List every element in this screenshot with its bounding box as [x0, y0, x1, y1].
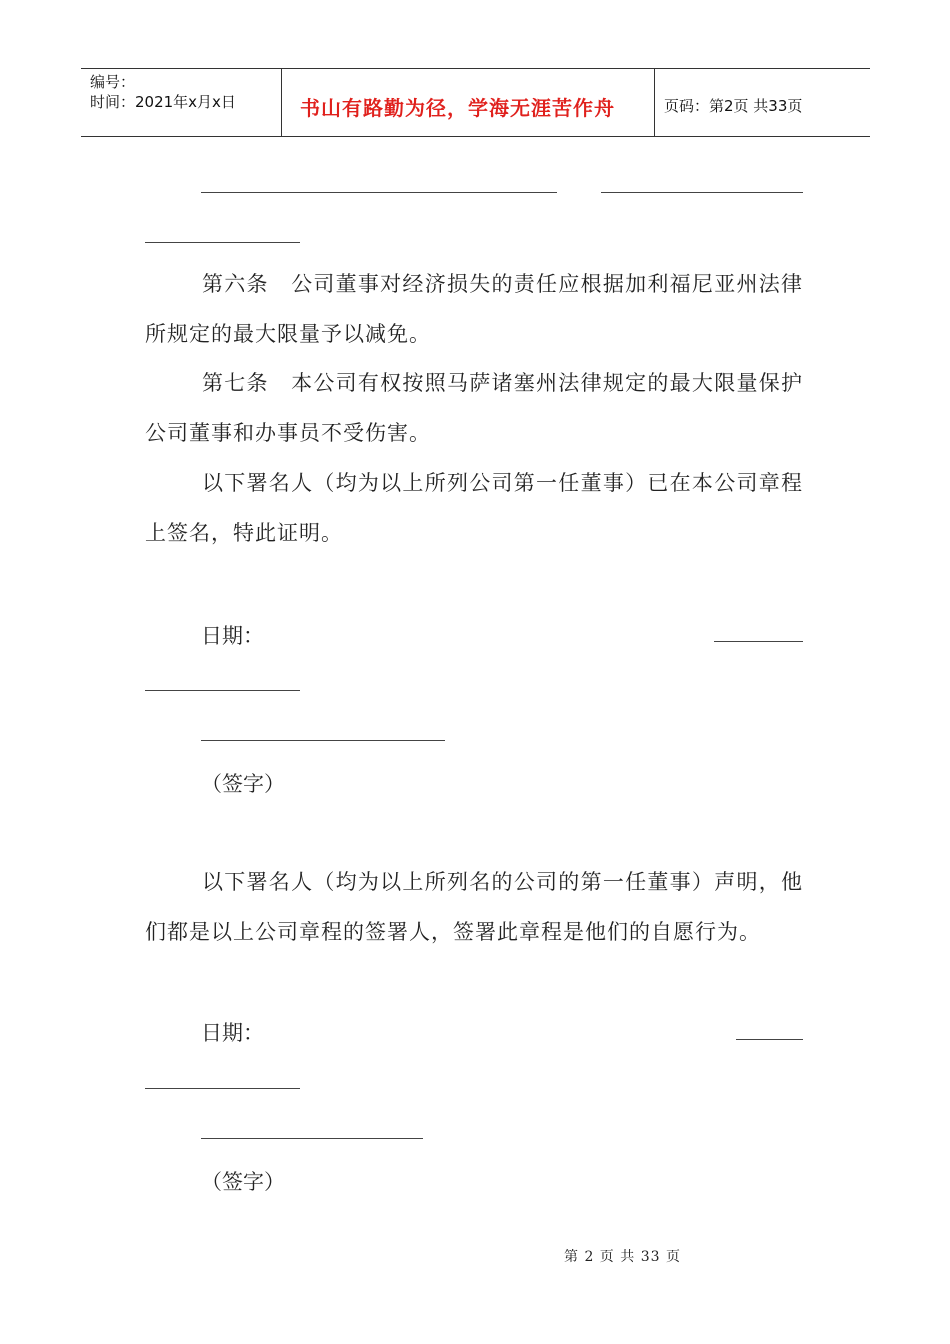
header-top-border	[81, 68, 870, 69]
header-motto: 书山有路勤为径，学海无涯苦作舟	[300, 96, 615, 120]
article-7: 第七条 本公司有权按照马萨诸塞州法律规定的最大限量保护公司董事和办事员不受伤害。	[145, 371, 803, 445]
signature-label: （签字）	[201, 1170, 285, 1194]
header-page-info: 页码：第2页 共33页	[664, 97, 803, 115]
blank-line	[601, 192, 803, 193]
declaration: 以下署名人（均为以上所列名的公司的第一任董事）声明，他们都是以上公司章程的签署人，签署此章程是他们的自愿行为。	[145, 870, 803, 944]
header-divider-left	[281, 68, 282, 136]
header-bottom-border	[81, 136, 870, 137]
blank-line	[145, 1088, 300, 1089]
blank-line	[145, 242, 300, 243]
header-serial-label: 编号：	[90, 73, 136, 91]
header-time-label: 时间：2021年x月x日	[90, 93, 236, 111]
signature-label: （签字）	[201, 772, 285, 796]
blank-line	[201, 192, 557, 193]
footer-page-number: 第 2 页 共 33 页	[564, 1249, 681, 1265]
header-divider-right	[654, 68, 655, 136]
date-line	[736, 1039, 803, 1040]
signature-line	[201, 740, 445, 741]
date-label: 日期：	[201, 1021, 264, 1045]
date-label: 日期：	[201, 624, 264, 648]
article-6: 第六条 公司董事对经济损失的责任应根据加利福尼亚州法律所规定的最大限量予以减免。	[145, 272, 803, 346]
blank-line	[145, 690, 300, 691]
signed-statement: 以下署名人（均为以上所列公司第一任董事）已在本公司章程上签名，特此证明。	[145, 471, 803, 545]
signature-line	[201, 1138, 423, 1139]
date-line	[714, 641, 803, 642]
